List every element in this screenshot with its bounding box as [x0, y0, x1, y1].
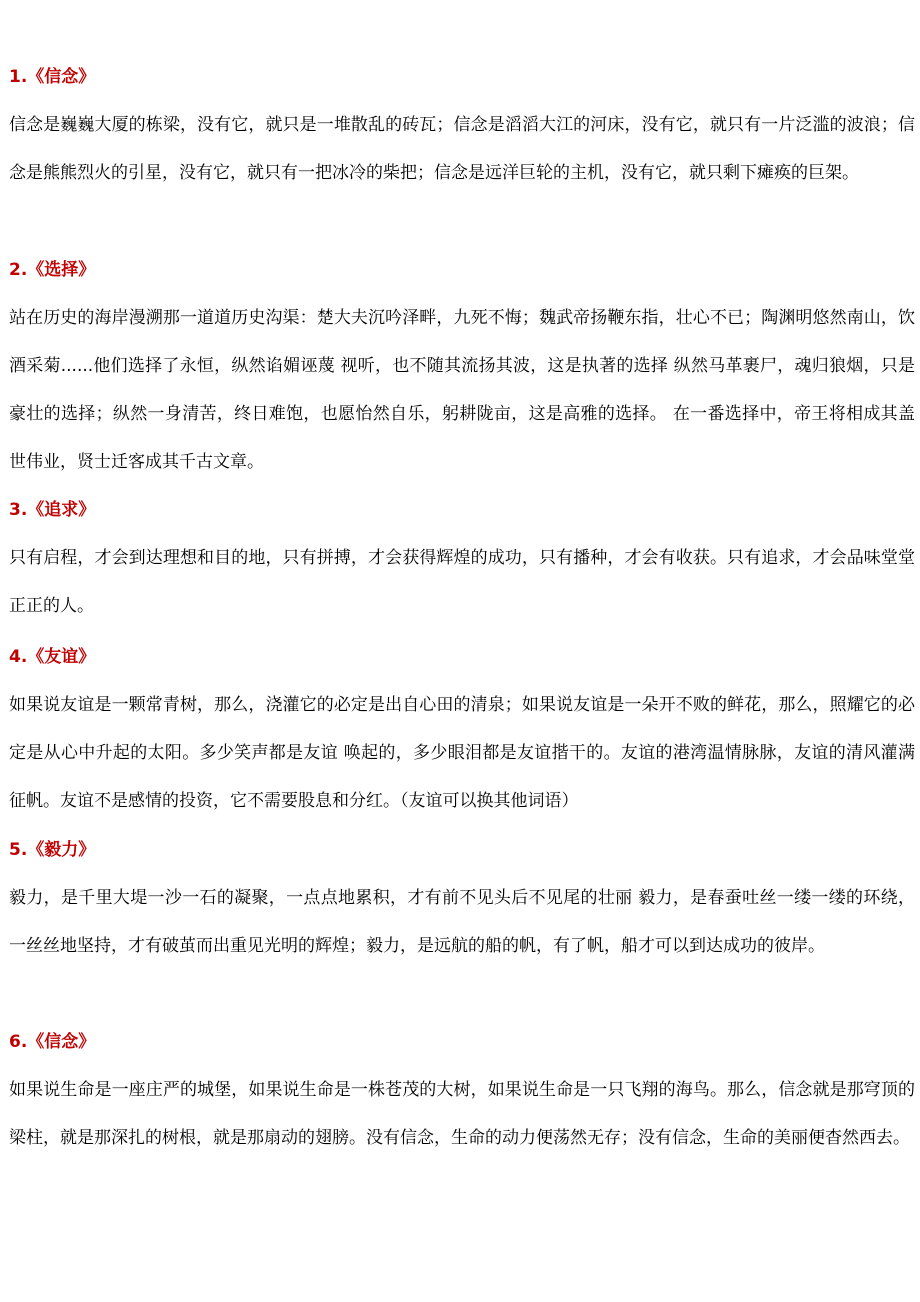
section-perseverance	[9, 838, 915, 970]
section-body: 站在历史的海岸漫溯那一道道历史沟渠：楚大夫沉吟泽畔，九死不悔；魏武帝扬鞭东指，壮心不已；陶渊明悠然南山，饮酒采菊......他们选择了永恒，纵然谄媚诬蔑 视听，也不随其流扬其波，这是执著的选择 纵然马革裹尸，魂归狼烟，只是豪壮的选择；纵然一身清苦，终日难饱，也愿怡然自乐，躬耕陇亩，这是高雅的选择。 在一番选择中，帝王将相成其盖世伟业，贤士迁客成其千古文章。	[9, 308, 915, 472]
section-pursuit	[9, 498, 915, 630]
section-body: 信念是巍巍大厦的栋梁，没有它，就只是一堆散乱的砖瓦；信念是滔滔大江的河床，没有它，就只有一片泛滥的波浪；信念是熊熊烈火的引星，没有它，就只有一把冰冷的柴把；信念是远洋巨轮的主机，没有它，就只剩下瘫痪的巨架。	[9, 115, 915, 183]
section-body: 如果说友谊是一颗常青树，那么，浇灌它的必定是出自心田的清泉；如果说友谊是一朵开不败的鲜花，那么，照耀它的必定是从心中升起的太阳。多少笑声都是友谊 唤起的，多少眼泪都是友谊揩干的。友谊的港湾温情脉脉，友谊的清风灌满征帆。友谊不是感情的投资，它不需要股息和分红。（友谊可以换其他词语）	[9, 695, 915, 811]
section-friendship	[9, 645, 915, 825]
section-body: 毅力，是千里大堤一沙一石的凝聚，一点点地累积，才有前不见头后不见尾的壮丽 毅力，是春蚕吐丝一缕一缕的环绕，一丝丝地坚持，才有破茧而出重见光明的辉煌；毅力，是远航的船的帆，有了帆，船才可以到达成功的彼岸。	[9, 888, 915, 956]
section-choice	[9, 258, 915, 486]
section-heading: 6.《信念》	[9, 1032, 96, 1052]
section-heading: 1.《信念》	[9, 67, 96, 87]
section-heading: 2.《选择》	[9, 260, 96, 280]
section-heading: 4.《友谊》	[9, 647, 96, 667]
section-body: 如果说生命是一座庄严的城堡，如果说生命是一株苍茂的大树，如果说生命是一只飞翔的海鸟。那么，信念就是那穹顶的梁柱，就是那深扎的树根，就是那扇动的翅膀。没有信念，生命的动力便荡然无存；没有信念，生命的美丽便杳然西去。	[9, 1080, 915, 1148]
section-belief-2	[9, 1030, 915, 1162]
section-body: 只有启程，才会到达理想和目的地，只有拼搏，才会获得辉煌的成功，只有播种，才会有收获。只有追求，才会品味堂堂正正的人。	[9, 548, 915, 616]
section-belief-1	[9, 65, 915, 197]
section-heading: 3.《追求》	[9, 500, 96, 520]
section-heading: 5.《毅力》	[9, 840, 96, 860]
